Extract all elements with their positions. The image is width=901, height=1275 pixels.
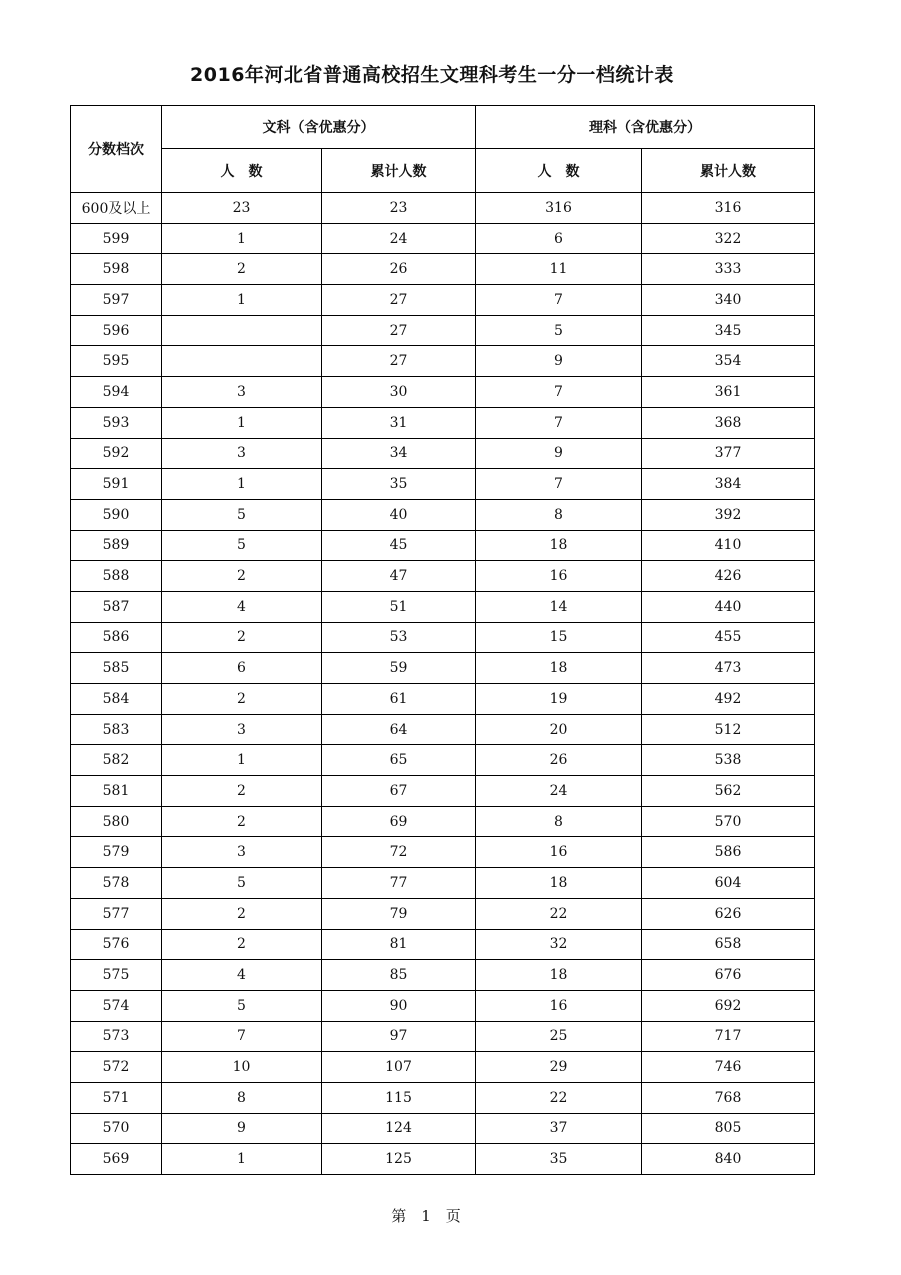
wenke-group-header: 文科（含优惠分） <box>162 106 476 149</box>
table-row <box>71 837 815 868</box>
score-cell: 586 <box>71 622 162 653</box>
like-count-cell: 316 <box>476 193 642 224</box>
wenke-cumulative-cell: 64 <box>322 714 476 745</box>
page-title: 2016年河北省普通高校招生文理科考生一分一档统计表 <box>190 64 674 86</box>
score-cell: 580 <box>71 806 162 837</box>
score-cell: 581 <box>71 776 162 807</box>
wenke-cumulative-cell: 40 <box>322 499 476 530</box>
wenke-cumulative-cell: 65 <box>322 745 476 776</box>
like-cumulative-cell: 316 <box>642 193 815 224</box>
score-cell: 585 <box>71 653 162 684</box>
like-cumulative-cell: 384 <box>642 469 815 500</box>
wenke-cumulative-cell: 31 <box>322 407 476 438</box>
table-row <box>71 653 815 684</box>
like-cumulative-cell: 368 <box>642 407 815 438</box>
like-count-cell: 11 <box>476 254 642 285</box>
table-row <box>71 223 815 254</box>
wenke-cumulative-cell: 85 <box>322 960 476 991</box>
score-cell: 570 <box>71 1113 162 1144</box>
like-count-cell: 7 <box>476 285 642 316</box>
like-cumulative-cell: 333 <box>642 254 815 285</box>
wenke-count-cell: 3 <box>162 714 322 745</box>
wenke-count-cell: 1 <box>162 223 322 254</box>
like-cumulative-cell: 692 <box>642 990 815 1021</box>
like-count-cell: 5 <box>476 315 642 346</box>
like-count-cell: 8 <box>476 499 642 530</box>
table-row <box>71 407 815 438</box>
score-cell: 596 <box>71 315 162 346</box>
wenke-cumulative-cell: 24 <box>322 223 476 254</box>
wenke-count-cell: 7 <box>162 1021 322 1052</box>
score-cell: 588 <box>71 561 162 592</box>
like-count-cell: 22 <box>476 898 642 929</box>
wenke-count-cell <box>162 346 322 377</box>
wenke-cumulative-cell: 67 <box>322 776 476 807</box>
score-cell: 569 <box>71 1144 162 1175</box>
score-column-header: 分数档次 <box>71 106 162 193</box>
like-count-cell: 9 <box>476 438 642 469</box>
like-cumulative-cell: 676 <box>642 960 815 991</box>
wenke-cumulative-cell: 97 <box>322 1021 476 1052</box>
wenke-cumulative-cell: 53 <box>322 622 476 653</box>
like-cumulative-cell: 322 <box>642 223 815 254</box>
like-cumulative-cell: 570 <box>642 806 815 837</box>
score-cell: 597 <box>71 285 162 316</box>
wenke-count-cell <box>162 315 322 346</box>
table-row <box>71 254 815 285</box>
score-cell: 584 <box>71 684 162 715</box>
score-cell: 595 <box>71 346 162 377</box>
like-cumulative-cell: 512 <box>642 714 815 745</box>
wenke-count-cell: 3 <box>162 377 322 408</box>
score-cell: 593 <box>71 407 162 438</box>
table-row <box>71 1144 815 1175</box>
wenke-cumulative-cell: 61 <box>322 684 476 715</box>
like-count-cell: 32 <box>476 929 642 960</box>
like-cumulative-cell: 492 <box>642 684 815 715</box>
wenke-count-cell: 8 <box>162 1082 322 1113</box>
table-row <box>71 898 815 929</box>
score-cell: 578 <box>71 868 162 899</box>
wenke-cumulative-cell: 69 <box>322 806 476 837</box>
like-count-cell: 18 <box>476 960 642 991</box>
wenke-count-cell: 4 <box>162 591 322 622</box>
wenke-count-cell: 5 <box>162 868 322 899</box>
wenke-cumulative-header: 累计人数 <box>322 149 476 193</box>
like-cumulative-header: 累计人数 <box>642 149 815 193</box>
wenke-cumulative-cell: 124 <box>322 1113 476 1144</box>
score-cell: 594 <box>71 377 162 408</box>
score-cell: 577 <box>71 898 162 929</box>
like-count-cell: 16 <box>476 990 642 1021</box>
wenke-count-cell: 1 <box>162 285 322 316</box>
like-cumulative-cell: 455 <box>642 622 815 653</box>
wenke-cumulative-cell: 125 <box>322 1144 476 1175</box>
like-cumulative-cell: 717 <box>642 1021 815 1052</box>
wenke-cumulative-cell: 27 <box>322 315 476 346</box>
wenke-count-cell: 2 <box>162 561 322 592</box>
like-cumulative-cell: 586 <box>642 837 815 868</box>
score-distribution-table <box>70 105 815 1175</box>
table-row <box>71 469 815 500</box>
table-row <box>71 315 815 346</box>
wenke-count-cell: 9 <box>162 1113 322 1144</box>
score-cell: 591 <box>71 469 162 500</box>
like-cumulative-cell: 562 <box>642 776 815 807</box>
table-row <box>71 714 815 745</box>
wenke-count-cell: 1 <box>162 407 322 438</box>
like-count-cell: 18 <box>476 530 642 561</box>
score-cell: 589 <box>71 530 162 561</box>
like-count-cell: 19 <box>476 684 642 715</box>
wenke-count-cell: 2 <box>162 622 322 653</box>
wenke-count-cell: 3 <box>162 837 322 868</box>
like-count-cell: 26 <box>476 745 642 776</box>
table-row <box>71 285 815 316</box>
score-cell: 582 <box>71 745 162 776</box>
wenke-count-cell: 1 <box>162 1144 322 1175</box>
wenke-count-cell: 2 <box>162 684 322 715</box>
like-count-cell: 9 <box>476 346 642 377</box>
like-count-cell: 18 <box>476 868 642 899</box>
wenke-count-header: 人 数 <box>162 149 322 193</box>
like-count-cell: 8 <box>476 806 642 837</box>
wenke-count-cell: 5 <box>162 530 322 561</box>
like-cumulative-cell: 473 <box>642 653 815 684</box>
wenke-cumulative-cell: 35 <box>322 469 476 500</box>
table-row <box>71 438 815 469</box>
wenke-cumulative-cell: 77 <box>322 868 476 899</box>
like-cumulative-cell: 377 <box>642 438 815 469</box>
wenke-cumulative-cell: 115 <box>322 1082 476 1113</box>
wenke-cumulative-cell: 26 <box>322 254 476 285</box>
table-row <box>71 806 815 837</box>
score-cell: 576 <box>71 929 162 960</box>
wenke-cumulative-cell: 30 <box>322 377 476 408</box>
like-cumulative-cell: 658 <box>642 929 815 960</box>
score-cell: 574 <box>71 990 162 1021</box>
table-row <box>71 530 815 561</box>
like-cumulative-cell: 354 <box>642 346 815 377</box>
table-row <box>71 561 815 592</box>
like-count-cell: 18 <box>476 653 642 684</box>
like-group-header: 理科（含优惠分） <box>476 106 815 149</box>
page-number: 第 1 页 <box>391 1207 461 1225</box>
score-cell: 600及以上 <box>71 193 162 224</box>
table-row <box>71 1113 815 1144</box>
table-body <box>71 193 815 1175</box>
like-cumulative-cell: 340 <box>642 285 815 316</box>
score-cell: 599 <box>71 223 162 254</box>
wenke-count-cell: 6 <box>162 653 322 684</box>
table-row <box>71 591 815 622</box>
wenke-count-cell: 5 <box>162 499 322 530</box>
wenke-cumulative-cell: 90 <box>322 990 476 1021</box>
like-count-cell: 14 <box>476 591 642 622</box>
like-count-cell: 7 <box>476 469 642 500</box>
wenke-count-cell: 2 <box>162 254 322 285</box>
table-row <box>71 960 815 991</box>
wenke-cumulative-cell: 107 <box>322 1052 476 1083</box>
wenke-count-cell: 10 <box>162 1052 322 1083</box>
like-cumulative-cell: 746 <box>642 1052 815 1083</box>
wenke-count-cell: 2 <box>162 776 322 807</box>
wenke-count-cell: 1 <box>162 469 322 500</box>
table-row <box>71 1052 815 1083</box>
wenke-cumulative-cell: 45 <box>322 530 476 561</box>
wenke-cumulative-cell: 47 <box>322 561 476 592</box>
like-cumulative-cell: 805 <box>642 1113 815 1144</box>
like-cumulative-cell: 768 <box>642 1082 815 1113</box>
like-count-cell: 16 <box>476 837 642 868</box>
wenke-count-cell: 2 <box>162 806 322 837</box>
score-cell: 587 <box>71 591 162 622</box>
like-count-cell: 7 <box>476 377 642 408</box>
table-row <box>71 377 815 408</box>
table-row <box>71 1021 815 1052</box>
like-count-cell: 29 <box>476 1052 642 1083</box>
like-cumulative-cell: 538 <box>642 745 815 776</box>
table-row <box>71 684 815 715</box>
wenke-cumulative-cell: 51 <box>322 591 476 622</box>
like-count-cell: 16 <box>476 561 642 592</box>
like-count-cell: 25 <box>476 1021 642 1052</box>
like-cumulative-cell: 626 <box>642 898 815 929</box>
like-count-cell: 20 <box>476 714 642 745</box>
score-cell: 572 <box>71 1052 162 1083</box>
like-count-header: 人 数 <box>476 149 642 193</box>
like-cumulative-cell: 392 <box>642 499 815 530</box>
table-row <box>71 622 815 653</box>
wenke-count-cell: 5 <box>162 990 322 1021</box>
like-cumulative-cell: 840 <box>642 1144 815 1175</box>
score-cell: 598 <box>71 254 162 285</box>
table-row <box>71 1082 815 1113</box>
wenke-cumulative-cell: 59 <box>322 653 476 684</box>
table-row <box>71 499 815 530</box>
like-cumulative-cell: 426 <box>642 561 815 592</box>
wenke-cumulative-cell: 34 <box>322 438 476 469</box>
wenke-cumulative-cell: 27 <box>322 346 476 377</box>
wenke-cumulative-cell: 23 <box>322 193 476 224</box>
table-row <box>71 193 815 224</box>
like-count-cell: 35 <box>476 1144 642 1175</box>
like-cumulative-cell: 345 <box>642 315 815 346</box>
score-cell: 575 <box>71 960 162 991</box>
wenke-count-cell: 3 <box>162 438 322 469</box>
table-row <box>71 929 815 960</box>
wenke-cumulative-cell: 79 <box>322 898 476 929</box>
score-cell: 579 <box>71 837 162 868</box>
like-count-cell: 37 <box>476 1113 642 1144</box>
score-cell: 573 <box>71 1021 162 1052</box>
table-row <box>71 868 815 899</box>
wenke-count-cell: 23 <box>162 193 322 224</box>
like-cumulative-cell: 440 <box>642 591 815 622</box>
score-cell: 583 <box>71 714 162 745</box>
table-row <box>71 346 815 377</box>
wenke-cumulative-cell: 81 <box>322 929 476 960</box>
like-count-cell: 24 <box>476 776 642 807</box>
score-cell: 592 <box>71 438 162 469</box>
score-cell: 590 <box>71 499 162 530</box>
like-count-cell: 15 <box>476 622 642 653</box>
like-cumulative-cell: 604 <box>642 868 815 899</box>
wenke-count-cell: 2 <box>162 929 322 960</box>
like-count-cell: 22 <box>476 1082 642 1113</box>
wenke-count-cell: 2 <box>162 898 322 929</box>
like-count-cell: 6 <box>476 223 642 254</box>
wenke-cumulative-cell: 72 <box>322 837 476 868</box>
like-cumulative-cell: 361 <box>642 377 815 408</box>
score-cell: 571 <box>71 1082 162 1113</box>
wenke-cumulative-cell: 27 <box>322 285 476 316</box>
table-row <box>71 990 815 1021</box>
table-row <box>71 745 815 776</box>
like-cumulative-cell: 410 <box>642 530 815 561</box>
like-count-cell: 7 <box>476 407 642 438</box>
wenke-count-cell: 4 <box>162 960 322 991</box>
table-row <box>71 776 815 807</box>
wenke-count-cell: 1 <box>162 745 322 776</box>
